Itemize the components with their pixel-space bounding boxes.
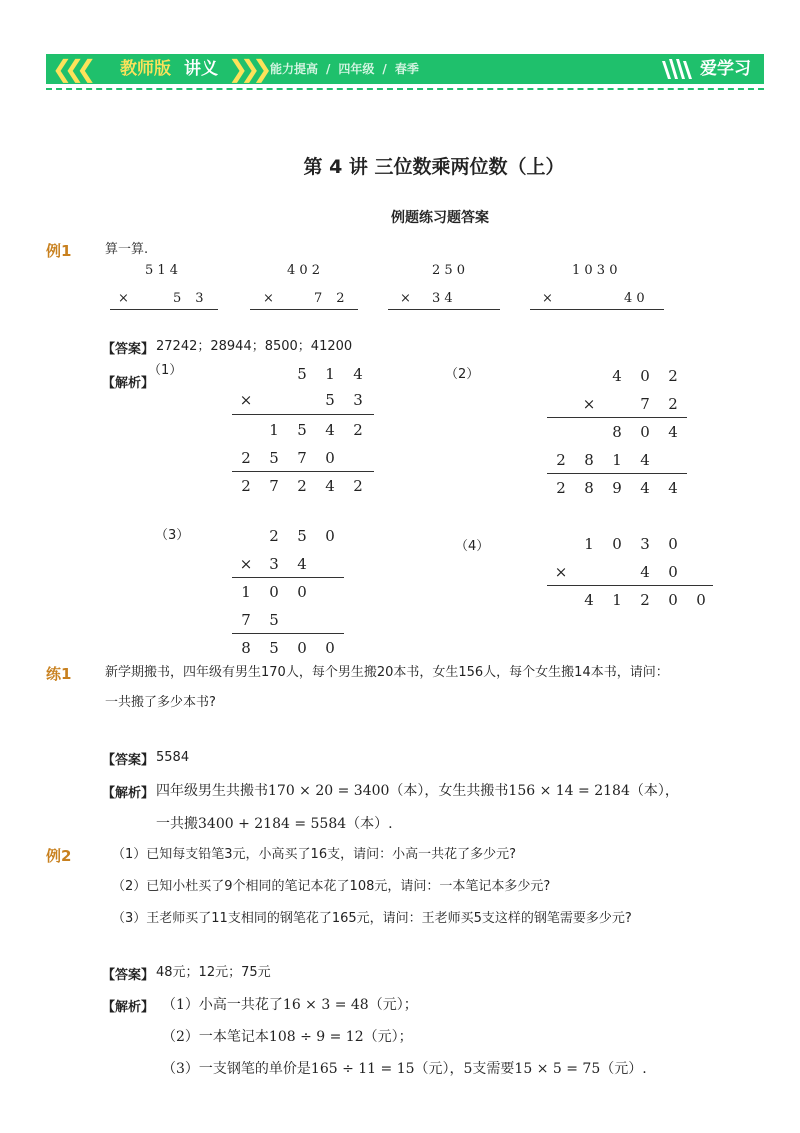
- ex1-answer: 27242；28944；8500；41200: [156, 339, 353, 354]
- digit: 5: [297, 421, 307, 439]
- digit: 4: [640, 451, 650, 469]
- digit: 1: [584, 535, 594, 553]
- digit: 1: [269, 421, 279, 439]
- calc1-number: （1）: [148, 363, 183, 378]
- digit: 4: [325, 421, 335, 439]
- ex1-problem4-bottom: 4 0: [624, 291, 645, 306]
- digit: 2: [353, 421, 363, 439]
- digit: 4: [668, 423, 678, 441]
- underline: [547, 417, 687, 418]
- underline: [547, 473, 687, 474]
- digit: 2: [241, 477, 251, 495]
- pr1-label: 练1: [46, 665, 72, 683]
- digit: 7: [269, 477, 279, 495]
- digit: 2: [556, 479, 566, 497]
- digit: 4: [640, 479, 650, 497]
- digit: 0: [269, 583, 279, 601]
- digit: 0: [668, 535, 678, 553]
- pr1-analysis-line2: 一共搬3400 + 2184 = 5584（本）.: [156, 816, 393, 832]
- ex1-problem3-bottom: 3 4: [432, 291, 453, 306]
- times-sign: ×: [263, 291, 274, 306]
- breadcrumb: 能力提高 / 四年级 / 春季: [270, 62, 419, 76]
- ex1-problem4-top: 1 0 3 0: [572, 263, 618, 278]
- digit: 2: [668, 395, 678, 413]
- chevron-left-icon: ❮❮❮: [52, 55, 89, 83]
- underline: [250, 309, 358, 310]
- pr1-analysis-line1: 四年级男生共搬书170 × 20 = 3400（本），女生共搬书156 × 14 = 2184（本），: [156, 783, 679, 799]
- calc2-number: （2）: [445, 367, 480, 382]
- digit: 5: [269, 639, 279, 657]
- underline: [232, 471, 374, 472]
- digit: 1: [325, 365, 335, 383]
- digit: 0: [668, 563, 678, 581]
- times-sign: ×: [582, 395, 596, 413]
- digit: 4: [353, 365, 363, 383]
- digit: 0: [297, 583, 307, 601]
- digit: 4: [297, 555, 307, 573]
- digit: 2: [269, 527, 279, 545]
- times-sign: ×: [400, 291, 411, 306]
- ex1-question: 算一算.: [105, 242, 149, 257]
- ex2-analysis-line2: （2）一本笔记本108 ÷ 9 = 12（元）；: [162, 1029, 413, 1045]
- ex1-label: 例1: [46, 242, 72, 260]
- digit: 3: [353, 391, 363, 409]
- ex1-problem3-top: 2 5 0: [432, 263, 466, 278]
- digit: 5: [269, 611, 279, 629]
- digit: 1: [241, 583, 251, 601]
- times-sign: ×: [239, 555, 253, 573]
- digit: 7: [241, 611, 251, 629]
- digit: 4: [640, 563, 650, 581]
- digit: 5: [325, 391, 335, 409]
- digit: 0: [325, 639, 335, 657]
- page-title: 第 4 讲 三位数乘两位数（上）: [303, 156, 565, 178]
- pr1-question-line1: 新学期搬书，四年级有男生170人，每个男生搬20本书，女生156人，每个女生搬14本书，请问：: [105, 665, 669, 680]
- pr1-analysis-tag: 【解析】: [102, 786, 155, 801]
- calc4-number: （4）: [455, 539, 490, 554]
- times-sign: ×: [239, 391, 253, 409]
- digit: 5: [269, 449, 279, 467]
- digit: 1: [612, 591, 622, 609]
- breadcrumb-season: 春季: [394, 62, 419, 76]
- digit: 0: [612, 535, 622, 553]
- calc3: [232, 524, 347, 664]
- digit: 5: [297, 365, 307, 383]
- digit: 4: [612, 367, 622, 385]
- page-subtitle: 例题练习题答案: [391, 210, 489, 226]
- times-sign: ×: [542, 291, 553, 306]
- digit: 2: [556, 451, 566, 469]
- digit: 9: [612, 479, 622, 497]
- times-sign: ×: [118, 291, 129, 306]
- header-badge-lecture: 讲义: [184, 59, 218, 79]
- ex2-answer-tag: 【答案】: [102, 968, 155, 983]
- header-badge-teacher: 教师版: [120, 59, 171, 79]
- logo-mark-icon: [660, 57, 696, 81]
- header-divider: [46, 88, 764, 90]
- underline: [388, 309, 500, 310]
- digit: 1: [612, 451, 622, 469]
- ex2-question1: （1）已知每支铅笔3元，小高买了16支，请问：小高一共花了多少元?: [112, 847, 516, 862]
- ex1-problem2-bottom: 72: [314, 291, 359, 306]
- ex2-analysis-line1: （1）小高一共花了16 × 3 = 48（元）；: [162, 997, 418, 1013]
- digit: 4: [325, 477, 335, 495]
- underline: [232, 577, 344, 578]
- calc3-number: （3）: [155, 528, 190, 543]
- digit: 4: [584, 591, 594, 609]
- ex1-problem1-bottom: 53: [173, 291, 218, 306]
- pr1-question-line2: 一共搬了多少本书?: [105, 695, 216, 710]
- pr1-answer: 5584: [156, 750, 190, 765]
- digit: 7: [297, 449, 307, 467]
- calc1: [232, 362, 377, 502]
- ex2-analysis-tag: 【解析】: [102, 1000, 155, 1015]
- ex2-question3: （3）王老师买了11支相同的钢笔花了165元，请问：王老师买5支这样的钢笔需要多少元?: [112, 911, 632, 926]
- underline: [547, 585, 713, 586]
- underline: [232, 633, 344, 634]
- digit: 0: [297, 639, 307, 657]
- chevron-right-icon: ❯❯❯: [228, 55, 265, 83]
- breadcrumb-grade: 四年级: [338, 62, 375, 76]
- digit: 2: [241, 449, 251, 467]
- ex2-answer: 48元；12元；75元: [156, 965, 271, 980]
- ex1-answer-tag: 【答案】: [102, 342, 155, 357]
- logo-text: 爱学习: [700, 59, 751, 79]
- digit: 8: [584, 479, 594, 497]
- breadcrumb-level: 能力提高: [270, 62, 319, 76]
- digit: 0: [696, 591, 706, 609]
- digit: 8: [584, 451, 594, 469]
- digit: 3: [640, 535, 650, 553]
- digit: 8: [241, 639, 251, 657]
- digit: 0: [640, 423, 650, 441]
- digit: 2: [668, 367, 678, 385]
- ex1-analysis-tag: 【解析】: [102, 376, 155, 391]
- pr1-answer-tag: 【答案】: [102, 753, 155, 768]
- digit: 0: [325, 449, 335, 467]
- ex2-label: 例2: [46, 847, 72, 865]
- digit: 2: [353, 477, 363, 495]
- ex2-question2: （2）已知小杜买了9个相同的笔记本花了108元，请问：一本笔记本多少元?: [112, 879, 551, 894]
- calc2: [547, 364, 692, 504]
- digit: 0: [668, 591, 678, 609]
- digit: 3: [269, 555, 279, 573]
- underline: [232, 414, 374, 415]
- digit: 2: [297, 477, 307, 495]
- underline: [530, 309, 664, 310]
- digit: 7: [640, 395, 650, 413]
- digit: 8: [612, 423, 622, 441]
- digit: 0: [640, 367, 650, 385]
- underline: [110, 309, 218, 310]
- calc4: [547, 532, 717, 617]
- ex1-problem2-top: 4 0 2: [287, 263, 321, 278]
- times-sign: ×: [554, 563, 568, 581]
- ex1-problem1-top: 5 1 4: [145, 263, 179, 278]
- digit: 2: [640, 591, 650, 609]
- digit: 4: [668, 479, 678, 497]
- digit: 5: [297, 527, 307, 545]
- digit: 0: [325, 527, 335, 545]
- ex2-analysis-line3: （3）一支钢笔的单价是165 ÷ 11 = 15（元），5支需要15 × 5 = 75（元）.: [162, 1061, 647, 1077]
